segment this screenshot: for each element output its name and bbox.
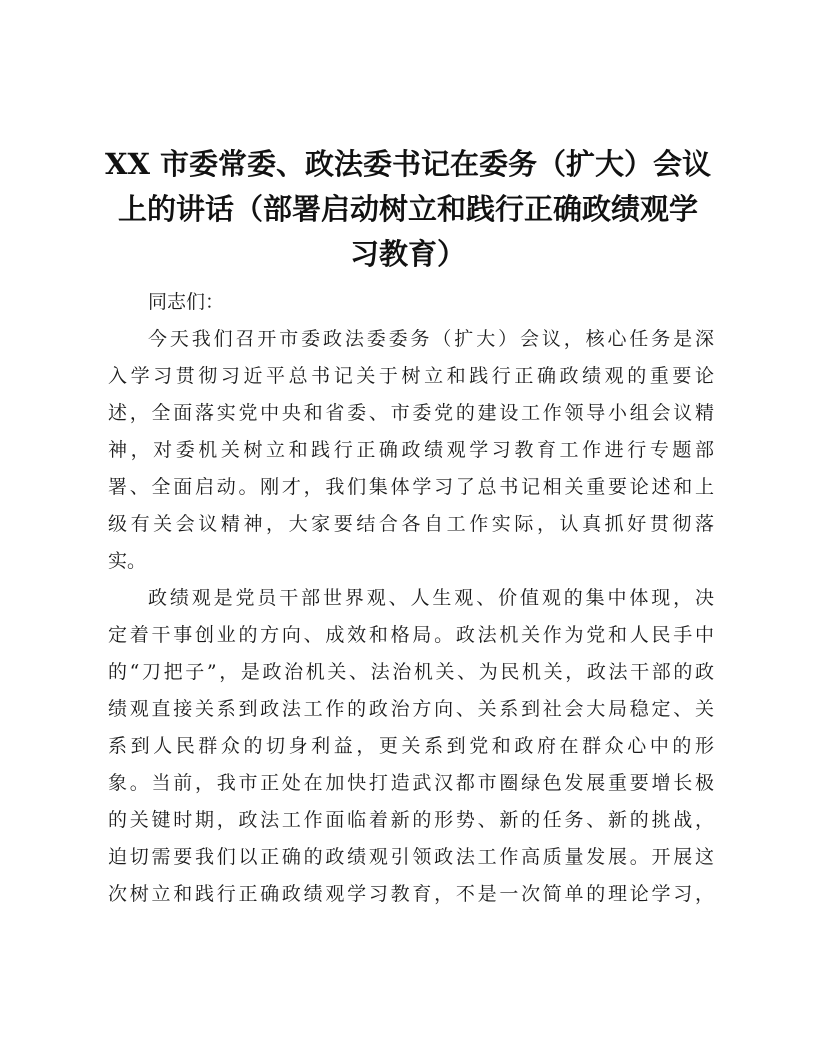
paragraph-line: 系到人民群众的切身利益，更关系到党和政府在群众心中的形 — [108, 735, 714, 757]
salutation — [108, 284, 714, 321]
document-body — [108, 284, 714, 913]
paragraph-line: 的关键时期，政法工作面临着新的形势、新的任务、新的挑战， — [108, 809, 714, 831]
paragraph-2 — [108, 580, 714, 913]
paragraph-line: 入学习贯彻习近平总书记关于树立和践行正确政绩观的重要论 — [108, 365, 714, 387]
salutation-text: 同志们： — [148, 291, 225, 313]
paragraph-line: 政绩观是党员干部世界观、人生观、价值观的集中体现，决 — [148, 587, 714, 609]
paragraph-line: 绩观直接关系到政法工作的政治方向、关系到社会大局稳定、关 — [108, 698, 714, 720]
document-title — [90, 142, 726, 277]
paragraph-line: 神，对委机关树立和践行正确政绩观学习教育工作进行专题部 — [108, 439, 714, 461]
paragraph-line: 级有关会议精神，大家要结合各自工作实际，认真抓好贯彻落 — [108, 513, 714, 535]
paragraph-line: 象。当前，我市正处在加快打造武汉都市圈绿色发展重要增长极 — [108, 772, 714, 794]
paragraph-line: 迫切需要我们以正确的政绩观引领政法工作高质量发展。开展这 — [108, 846, 714, 868]
title-line: 习教育） — [349, 237, 466, 271]
paragraph-line: 述，全面落实党中央和省委、市委党的建设工作领导小组会议精 — [108, 402, 714, 424]
paragraph-line: 的“刀把子”，是政治机关、法治机关、为民机关，政法干部的政 — [108, 661, 714, 683]
paragraph-line: 定着干事创业的方向、成效和格局。政法机关作为党和人民手中 — [108, 624, 714, 646]
paragraph-line: 次树立和践行正确政绩观学习教育，不是一次简单的理论学习， — [108, 883, 714, 905]
paragraph-1 — [108, 321, 714, 580]
title-line: 上的讲话（部署启动树立和践行正确政绩观学 — [117, 192, 698, 226]
paragraph-line: 今天我们召开市委政法委委务（扩大）会议，核心任务是深 — [148, 328, 714, 350]
paragraph-line: 实。 — [108, 550, 147, 572]
paragraph-line: 署、全面启动。刚才，我们集体学习了总书记相关重要论述和上 — [108, 476, 714, 498]
title-line: XX 市委常委、政法委书记在委务（扩大）会议 — [104, 147, 712, 181]
